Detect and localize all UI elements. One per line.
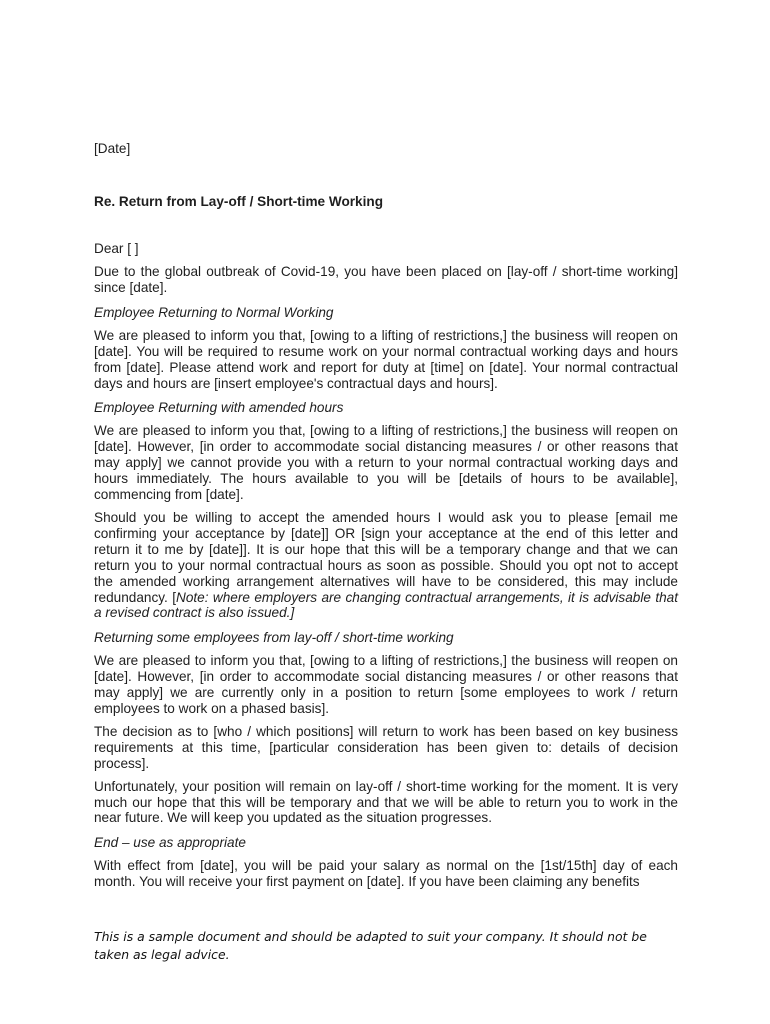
amended-hours-paragraph: We are pleased to inform you that, [owing to a lifting of restrictions,] the business will reopen on [date]. However, [in order to accommodate social distancing measures / or other reasons that may apply] we cannot provide you with a return to your normal contractual working days and hours immediately. The hours available to you will be [details of hours to be available], commencing from [date]. <box>94 423 678 503</box>
section-heading-some-employees: Returning some employees from lay-off / short-time working <box>94 630 454 646</box>
remain-on-layoff-paragraph: Unfortunately, your position will remain on lay-off / short-time working for the moment. It is very much our hope that this will be temporary and that we will be able to return you to work in the near future. We will keep you updated as the situation progresses. <box>94 778 678 826</box>
letter-date: [Date] <box>94 141 131 156</box>
intro-paragraph: Due to the global outbreak of Covid-19, you have been placed on [lay-off / short-time working] since [date]. <box>94 264 678 295</box>
letter-salutation: Dear [ ] <box>94 241 139 256</box>
letter-body <box>94 140 678 890</box>
letter-subject: Re. Return from Lay-off / Short-time Working <box>94 194 383 209</box>
section-heading-amended-hours: Employee Returning with amended hours <box>94 400 344 416</box>
some-employees-paragraph: We are pleased to inform you that, [owing to a lifting of restrictions,] the business will reopen on [date]. However, [in order to accommodate social distancing measures / or other reasons that may apply] we are currently only in a position to return [some employees to work / return employees to work on a phased basis]. <box>94 653 678 717</box>
normal-working-paragraph: We are pleased to inform you that, [owing to a lifting of restrictions,] the business will reopen on [date]. You will be required to resume work on your normal contractual working days and hours from [date]. Please attend work and report for duty at [time] on [date]. Your normal contractual days and hours are [insert employee's contractual days and hours]. <box>94 327 678 391</box>
amended-hours-acceptance-paragraph <box>94 510 678 621</box>
section-heading-normal-working: Employee Returning to Normal Working <box>94 304 334 320</box>
contract-note: Note: where employers are changing contractual arrangements, it is advisable that a revised contract is also issued.] <box>94 589 678 621</box>
sample-document-disclaimer: This is a sample document and should be adapted to suit your company. It should not be taken as legal advice. <box>94 929 647 962</box>
acceptance-text: Should you be willing to accept the amended hours I would ask you to please [email me confirming your acceptance by [date]] OR [sign your acceptance at the end of this letter and return it to me by [date]]. It is our hope that this will be a temporary change and that we can return you to your normal contractual hours as soon as possible. Should you opt not to accept the amended working arrangement alternatives will have to be considered, this may include redundancy. [ <box>94 509 678 605</box>
salary-paragraph: With effect from [date], you will be paid your salary as normal on the [1st/15th] day of each month. You will receive your first payment on [date]. If you have been claiming any benefits <box>94 858 678 890</box>
section-heading-end: End – use as appropriate <box>94 835 246 851</box>
decision-paragraph: The decision as to [who / which positions] will return to work has been based on key business requirements at this time, [particular consideration has been given to: details of decision process]. <box>94 723 678 771</box>
